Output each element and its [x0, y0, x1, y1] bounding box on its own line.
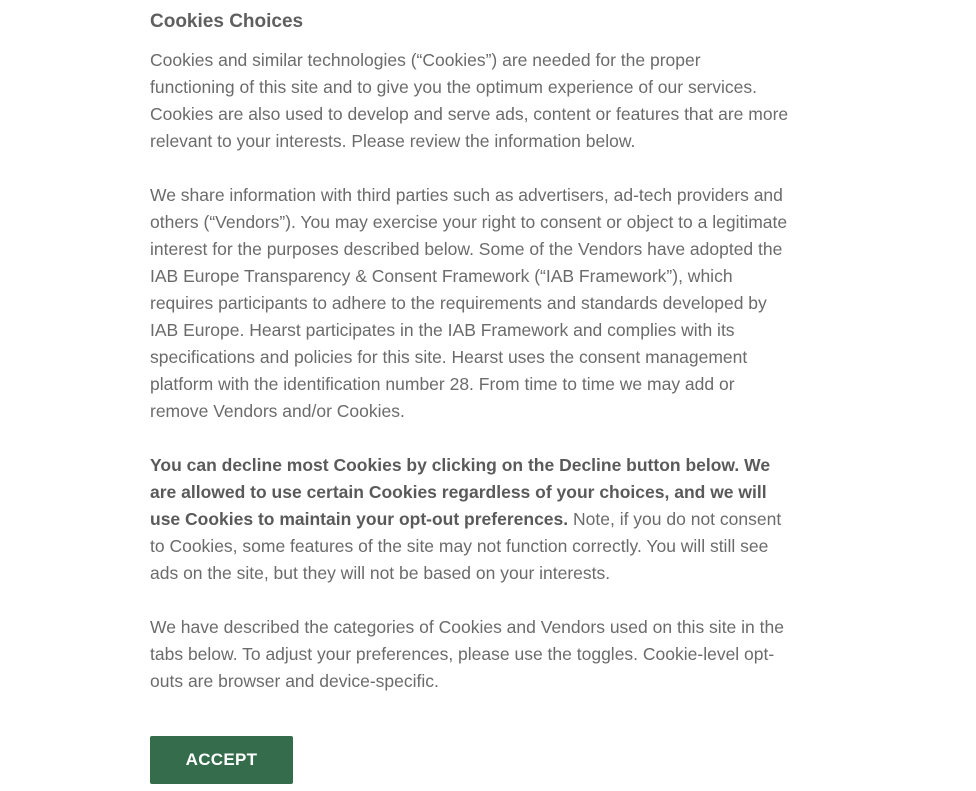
decline-info-paragraph — [150, 452, 790, 587]
accept-button[interactable]: ACCEPT — [150, 736, 293, 784]
preferences-paragraph: We have described the categories of Cookies and Vendors used on this site in the tabs below. To adjust your preferences, please use the toggles. Cookie-level opt-outs are browser and device-specific. — [150, 617, 784, 691]
dialog-title: Cookies Choices — [150, 11, 304, 32]
intro-paragraph: Cookies and similar technologies (“Cookies”) are needed for the proper functioning of this site and to give you the optimum experience of our services. Cookies are also used to develop and serve ads, content or features that are more relevant to your interests. Please review the information below. — [150, 50, 789, 151]
vendors-paragraph: We share information with third parties such as advertisers, ad-tech providers and others (“Vendors”). You may exercise your right to consent or object to a legitimate interest for the purposes described below. Some of the Vendors have adopted the IAB Europe Transparency & Consent Framework (“IAB Framework”), which requires participants to adhere to the requirements and standards developed by IAB Europe. Hearst participates in the IAB Framework and complies with its specifications and policies for this site. Hearst uses the consent management platform with the identification number 28. From time to time we may add or remove Vendors and/or Cookies. — [150, 185, 788, 421]
decline-info-bold: You can decline most Cookies by clicking on the Decline button below. We are allowed to use certain Cookies regardless of your choices, and we will use Cookies to maintain your opt-out preferences. — [150, 455, 771, 529]
cookie-choices-panel — [150, 8, 790, 784]
decline-info-note: Note, if you do not consent to Cookies, some features of the site may not function correctly. You will still see ads on the site, but they will not be based on your interests. — [150, 509, 782, 583]
